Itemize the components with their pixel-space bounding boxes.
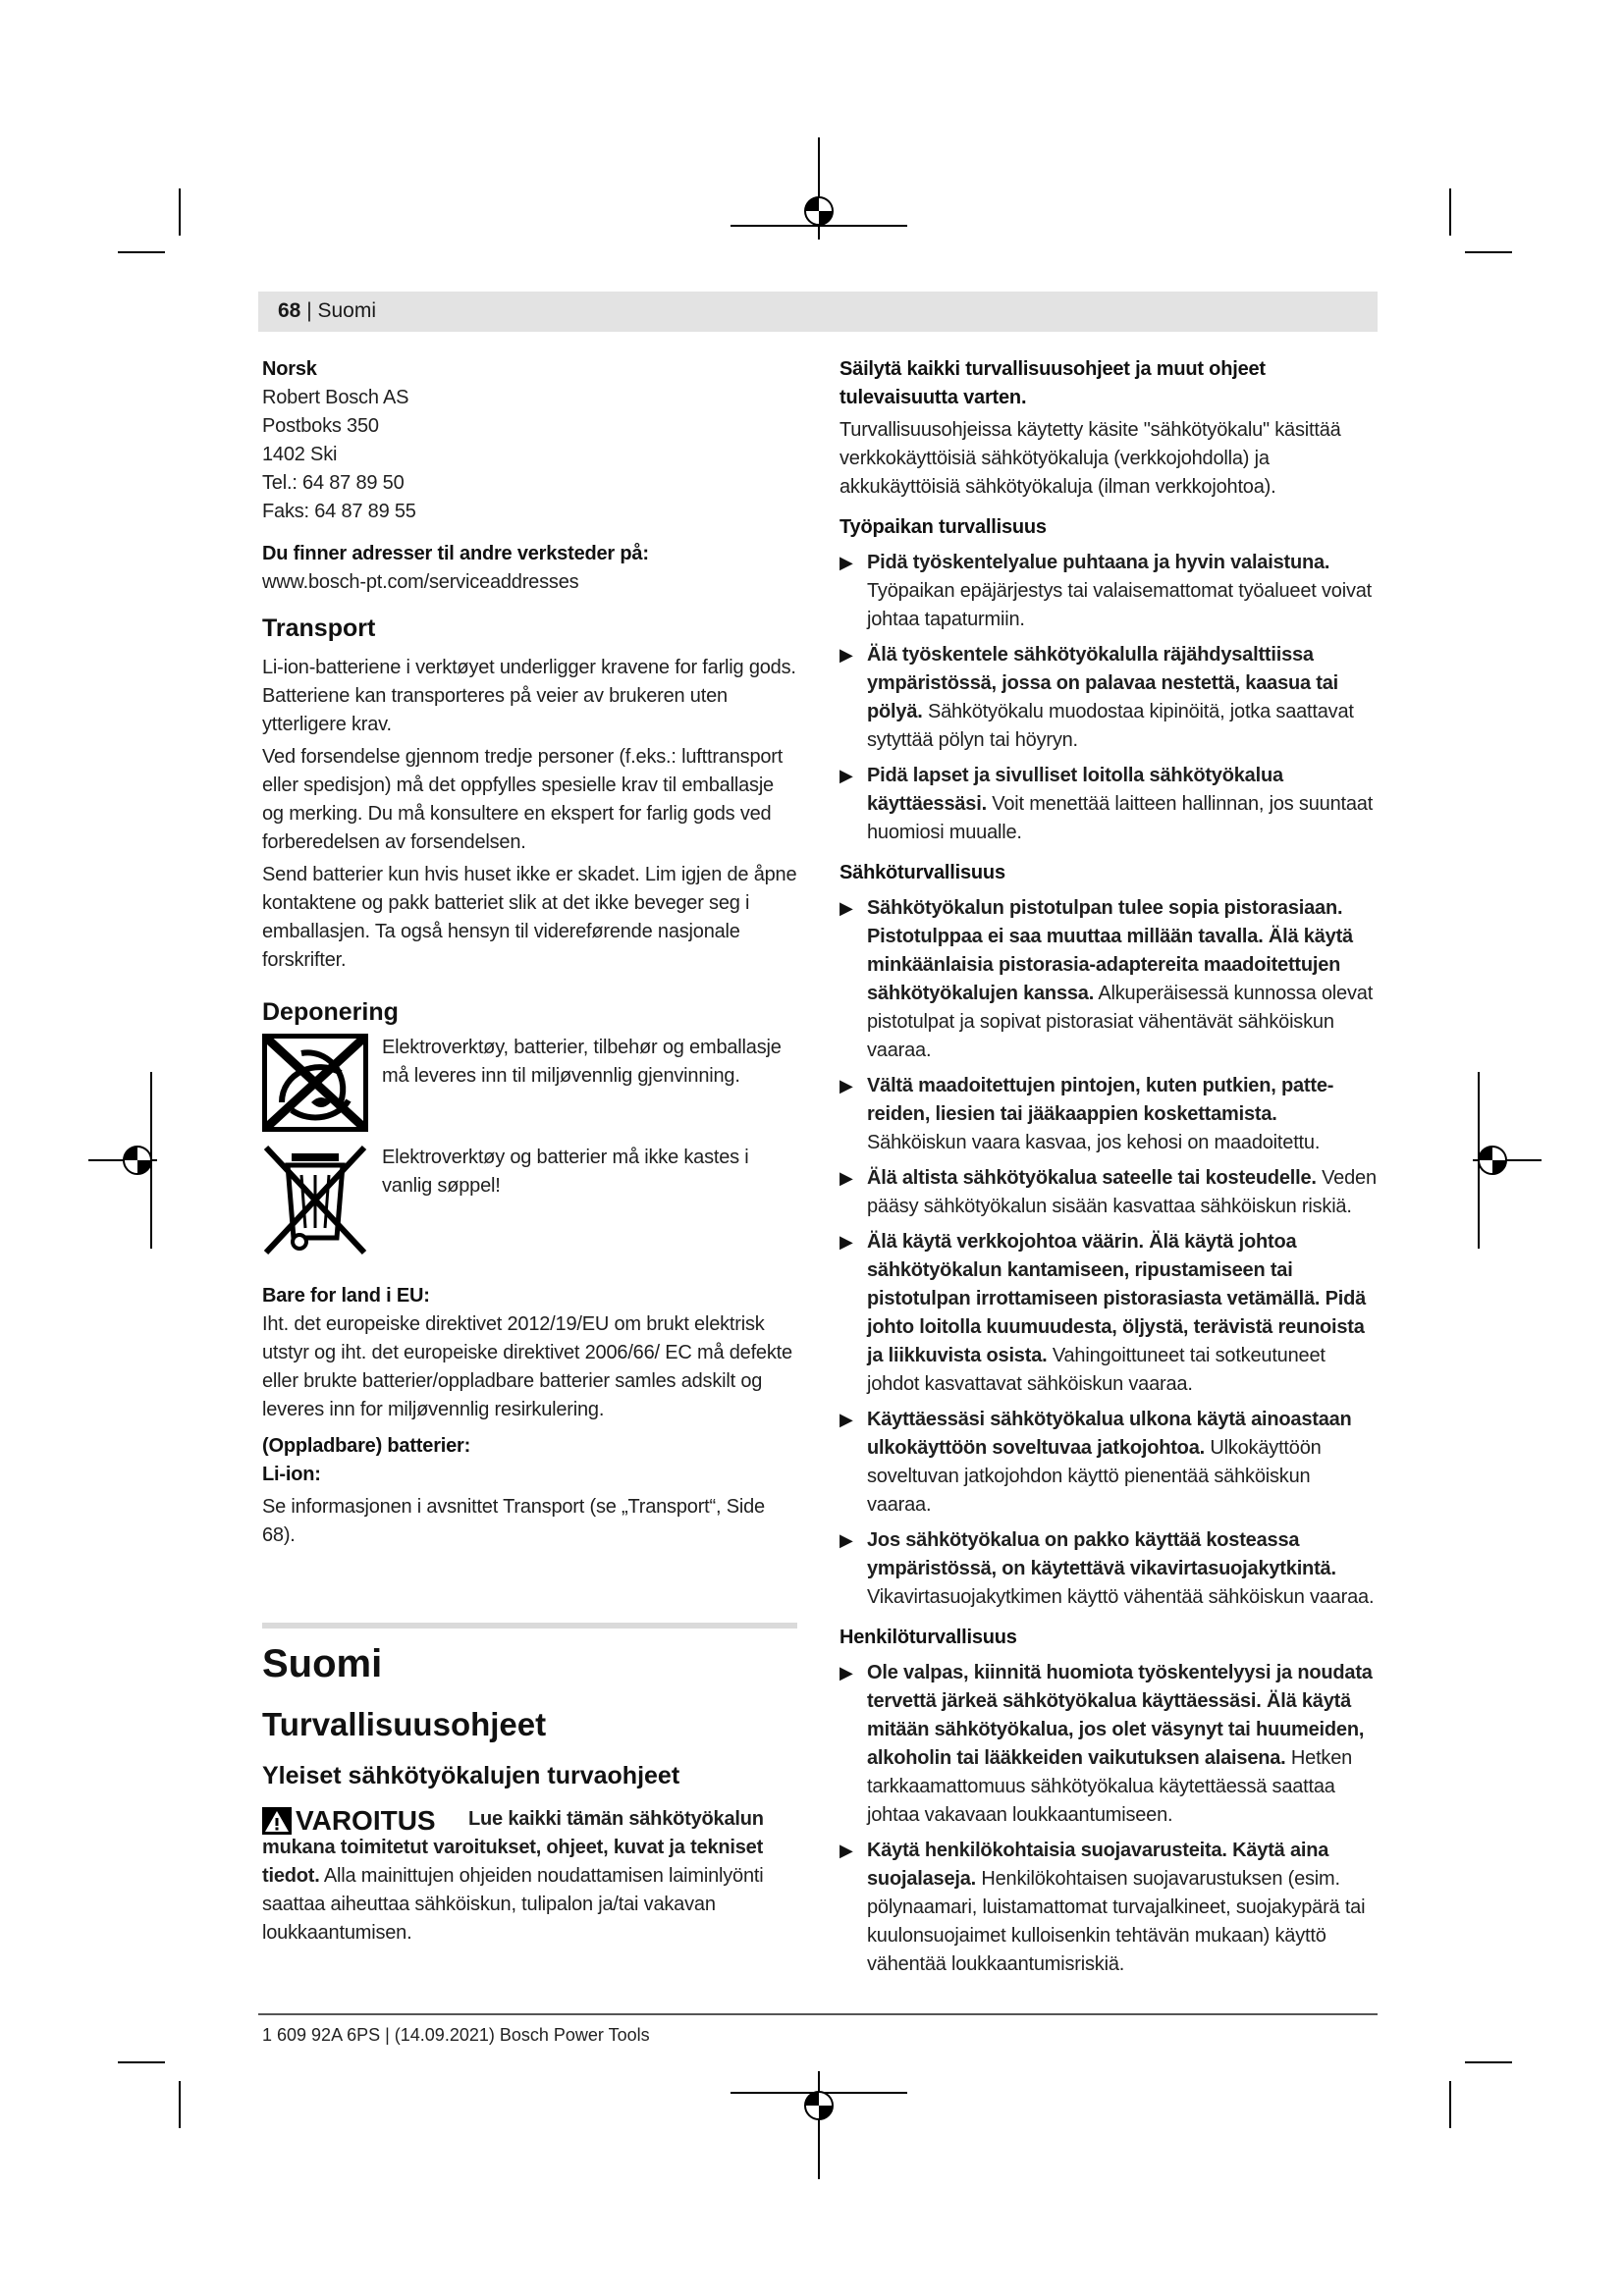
left-column	[262, 355, 797, 1948]
recycling-symbol-icon	[262, 1034, 368, 1132]
list-item-bold: Vältä maadoitettujen pintojen, kuten putkien, pattereiden, liesien tai jääkaappien koskettamista.	[867, 1075, 1334, 1125]
warning-bold: Lue kaikki tämän sähkötyökalun mukana toimitetut varoitukset, ohjeet, kuvat ja tekniset tiedot.	[262, 1808, 764, 1887]
list-item: ▶ Ole valpas, kiinnitä huomiota työskentelyysi ja noudata tervettä järkeä sähkötyökalua käyttäessäsi. Älä käytä mitään sähkötyökalua, jos olet väsynyt tai huumeiden, alkoholin tai lääkkeiden vaikutuksen alaisena. Hetken tarkkaamattomuus sähkötyökalua käytettäessä saattaa johtaa vakavaan loukkaantumiseen.	[839, 1662, 1373, 1826]
list-item-text: Voit menettää laitteen hallinnan, jos suuntaat huomiosi muualle.	[867, 793, 1374, 843]
chapter-divider	[262, 1623, 797, 1629]
transport-paragraph: Li-ion-batteriene i verktøyet underligger kravene for farlig gods. Batteriene kan transporteres på veier av brukeren uten ytterligere krav.	[262, 657, 796, 735]
page-header-bar	[258, 292, 1378, 332]
intro-text: Turvallisuusohjeissa käytetty käsite "sähkötyökalu" käsittää verkkokäyttöisiä sähkötyökaluja (verkkojohdolla) ja akkukäyttöisiä sähkötyökaluja (ilman verkkojohtoa).	[839, 419, 1341, 498]
address-line: 1402 Ski	[262, 444, 338, 465]
crossed-wheelie-bin-icon	[262, 1144, 368, 1256]
batteries-subtitle: Li-ion:	[262, 1464, 321, 1485]
header-section: Suomi	[317, 299, 377, 322]
deponering-item-2: Elektroverktøy og batterier må ikke kastes i vanlig søppel!	[382, 1147, 749, 1197]
deponering-heading: Deponering	[262, 998, 399, 1026]
address-line: Robert Bosch AS	[262, 387, 409, 408]
list-item-bold: Käyttäessäsi sähkötyökalua ulkona käytä ainoastaan ulkokäyttöön soveltuvaa jatkojohtoa.	[867, 1409, 1352, 1459]
transport-paragraph: Send batterier kun hvis huset ikke er skadet. Lim igjen de åpne kontaktene og pakk batteriet slik at det ikke beveger seg i emballasjen. Ta også hensyn til videreførende nasjonale forskrifter.	[262, 864, 797, 971]
list-item-bold: Älä käytä verkkojohtoa väärin. Älä käytä johtoa sähkötyökalun kantamiseen, ripustamiseen tai pistotulpan irrottamiseen pistorasiasta vetämällä. Pidä johto loitolla kuumuudesta, öljystä, terävistä reunoista ja liikkuvista osista.	[867, 1231, 1367, 1366]
list-item-text: Vahingoittuneet tai sotkeutuneet johdot kasvattavat sähköiskun vaaraa.	[867, 1345, 1326, 1395]
wheelie-bin-row	[262, 1144, 797, 1256]
norsk-title: Norsk	[262, 358, 317, 380]
list-item-text: Hetken tarkkaamattomuus sähkötyökalua käytettäessä saattaa johtaa vakavaan loukkaantumiseen.	[867, 1747, 1353, 1826]
header-separator: |	[300, 299, 318, 322]
workplace-title: Työpaikan turvallisuus	[839, 516, 1047, 538]
personal-title: Henkilöturvallisuus	[839, 1627, 1017, 1648]
list-item-bold: Älä altista sähkötyökalua sateelle tai kosteudelle.	[867, 1167, 1317, 1189]
list-item: ▶ Pidä lapset ja sivulliset loitolla sähkötyökalua käyttäessäsi. Voit menettää laitteen hallinnan, jos suuntaat huomiosi muualle.	[839, 765, 1374, 843]
registration-mark-right-icon	[1473, 1072, 1542, 1249]
list-item: ▶ Käytä henkilökohtaisia suojavarusteita. Käytä aina suojalaseja. Henkilökohtaisen suojavarustuksen (esim. pölynaamari, luistamattomat turvajalkineet, suojakypärä tai kuulonsuojaimet kulloisenkin tehtävän mukaan) käyttö vähentää loukkaantumisriskiä.	[839, 1840, 1366, 1975]
list-item-text: Sähkötyökalu muodostaa kipinöitä, jotka saattavat sytyttää pölyn tai höyryn.	[867, 701, 1354, 751]
list-item: ▶ Pidä työskentelyalue puhtaana ja hyvin valaistuna. Työpaikan epäjärjestys tai valaisemattomat työalueet voivat johtaa tapaturmiin.	[839, 552, 1373, 630]
list-item-text: Vikavirtasuojakytkimen käyttö vähentää sähköiskun vaaraa.	[867, 1586, 1375, 1608]
transport-heading: Transport	[262, 614, 376, 642]
list-item-text: Sähköiskun vaara kasvaa, jos kehosi on maadoitettu.	[867, 1132, 1321, 1153]
list-item-text: Työpaikan epäjärjestys tai valaisemattomat työalueet voivat johtaa tapaturmiin.	[867, 580, 1373, 630]
list-item: ▶ Sähkötyökalun pistotulpan tulee sopia pistorasiaan. Pistotulppaa ei saa muuttaa millään tavalla. Älä käytä minkäänlaisia pistorasia-adaptereita maadoitettujen sähkötyökalujen kanssa. Alkuperäisessä kunnossa olevat pistotulpat ja sopivat pistorasiat vähentävät sähköiskun vaaraa.	[839, 897, 1374, 1061]
registration-mark-top-icon	[731, 137, 907, 245]
list-item-bold: Jos sähkötyökalua on pakko käyttää kosteassa ympäristössä, on käytettävä vikavirtasuojakytkintä.	[867, 1529, 1336, 1579]
list-item-text: Veden pääsy sähkötyökalun sisään kasvattaa sähköiskun riskiä.	[867, 1167, 1377, 1217]
list-item-bold: Pidä lapset ja sivulliset loitolla sähkötyökalua käyttäessäsi.	[867, 765, 1283, 815]
warning-badge	[262, 1805, 468, 1837]
page-footer: 1 609 92A 6PS | (14.09.2021) Bosch Power Tools	[262, 2025, 650, 2045]
list-item-bold: Sähkötyökalun pistotulpan tulee sopia pistorasiaan. Pistotulppaa ei saa muuttaa millään tavalla. Älä käytä minkäänlaisia pistorasia-adaptereita maadoitettujen sähkötyökalujen kanssa.	[867, 897, 1353, 1004]
registration-mark-bottom-icon	[731, 2071, 907, 2179]
warning-label: VAROITUS	[296, 1805, 436, 1836]
list-item: ▶ Älä altista sähkötyökalua sateelle tai kosteudelle. Veden pääsy sähkötyökalun sisään kasvattaa sähköiskun riskiä.	[839, 1167, 1377, 1217]
list-item: ▶ Älä käytä verkkojohtoa väärin. Älä käytä johtoa sähkötyökalun kantamiseen, ripustamiseen tai pistotulpan irrottamiseen pistorasiasta vetämällä. Pidä johto loitolla kuumuudesta, öljystä, terävistä reunoista ja liikkuvista osista. Vahingoittuneet tai sotkeutuneet johdot kasvattavat sähköiskun vaaraa.	[839, 1231, 1367, 1395]
batteries-text: Se informasjonen i avsnittet Transport (se „Transport“, Side 68).	[262, 1496, 765, 1546]
service-url: www.bosch-pt.com/serviceaddresses	[262, 571, 579, 593]
list-item: ▶ Vältä maadoitettujen pintojen, kuten putkien, pattereiden, liesien tai jääkaappien koskettamista. Sähköiskun vaara kasvaa, jos kehosi on maadoitettu.	[839, 1075, 1334, 1153]
list-item-text: Ulkokäyttöön soveltuvan jatkojohdon käyttö pienentää sähköiskun vaaraa.	[867, 1437, 1322, 1516]
chapter-title: Suomi	[262, 1642, 383, 1685]
intro-bold: Säilytä kaikki turvallisuusohjeet ja muut ohjeet tulevaisuutta varten.	[839, 358, 1266, 408]
batteries-title: (Oppladbare) batterier:	[262, 1435, 471, 1457]
list-item: ▶ Käyttäessäsi sähkötyökalua ulkona käytä ainoastaan ulkokäyttöön soveltuvaa jatkojohtoa. Ulkokäyttöön soveltuvan jatkojohdon käyttö pienentää sähköiskun vaaraa.	[839, 1409, 1352, 1516]
address-line: Faks: 64 87 89 55	[262, 501, 416, 522]
list-item: ▶ Jos sähkötyökalua on pakko käyttää kosteassa ympäristössä, on käytettävä vikavirtasuojakytkintä. Vikavirtasuojakytkimen käyttö vähentää sähköiskun vaaraa.	[839, 1529, 1375, 1608]
right-column	[839, 355, 1378, 1979]
deponering-item-1: Elektroverktøy, batterier, tilbehør og emballasje må leveres inn til miljøvennlig gjenvinning.	[382, 1037, 782, 1087]
page-number: 68	[278, 299, 301, 322]
list-item-bold: Älä työskentele sähkötyökalulla räjähdysalttiissa ympäristössä, jossa on palavaa nestettä, kaasua tai pölyä.	[867, 644, 1339, 722]
list-item-bold: Ole valpas, kiinnitä huomiota työskentelyysi ja noudata tervettä järkeä sähkötyökalua käyttäessäsi. Älä käytä mitään sähkötyökalua, jos olet väsynyt tai huumeiden, alkoholin tai lääkkeiden vaikutuksen alaisena.	[867, 1662, 1373, 1769]
transport-paragraph: Ved forsendelse gjennom tredje personer (f.eks.: lufttransport eller spedisjon) må det oppfylles spesielle krav til emballasje og merking. Du må konsultere en ekspert for farlig gods ved forberedelsen av forsendelsen.	[262, 746, 784, 853]
warning-normal: Alla mainittujen ohjeiden noudattamisen laiminlyönti saattaa aiheuttaa sähköiskun, tulipalon ja/tai vakavan loukkaantumisen.	[262, 1865, 764, 1944]
registration-mark-left-icon	[88, 1072, 157, 1249]
page-header	[278, 298, 376, 324]
list-item-bold: Käytä henkilökohtaisia suojavarusteita. Käytä aina suojalaseja.	[867, 1840, 1329, 1890]
list-item: ▶ Älä työskentele sähkötyökalulla räjähdysalttiissa ympäristössä, jossa on palavaa nestettä, kaasua tai pölyä. Sähkötyökalu muodostaa kipinöitä, jotka saattavat sytyttää pölyn tai höyryn.	[839, 644, 1354, 751]
address-line: Postboks 350	[262, 415, 379, 437]
general-safety-title: Yleiset sähkötyökalujen turvaohjeet	[262, 1762, 680, 1789]
electrical-title: Sähköturvallisuus	[839, 862, 1005, 883]
warning-triangle-icon	[262, 1807, 292, 1835]
footer-rule	[258, 2013, 1378, 2015]
list-item-bold: Pidä työskentelyalue puhtaana ja hyvin valaistuna.	[867, 552, 1330, 573]
addresses-title: Du finner adresser til andre verksteder på:	[262, 543, 649, 564]
eu-title: Bare for land i EU:	[262, 1285, 430, 1307]
safety-title: Turvallisuusohjeet	[262, 1706, 547, 1742]
list-item-text: Henkilökohtaisen suojavarustuksen (esim. pölynaamari, luistamattomat turvajalkineet, suojakypärä tai kuulonsuojaimet kulloisenkin tehtävän mukaan) käyttö vähentää loukkaantumisriskiä.	[867, 1868, 1366, 1975]
eu-text: Iht. det europeiske direktivet 2012/19/EU om brukt elektrisk utstyr og iht. det europeiske direktivet 2006/66/ EC må defekte eller brukte batterier/oppladbare batterier samles adskilt og leveres inn for miljøvennlig resirkulering.	[262, 1313, 792, 1420]
address-line: Tel.: 64 87 89 50	[262, 472, 405, 494]
list-item-text: Alkuperäisessä kunnossa olevat pistotulpat ja sopivat pistorasiat vähentävät sähköiskun vaaraa.	[867, 983, 1374, 1061]
recycling-row	[262, 1034, 797, 1132]
